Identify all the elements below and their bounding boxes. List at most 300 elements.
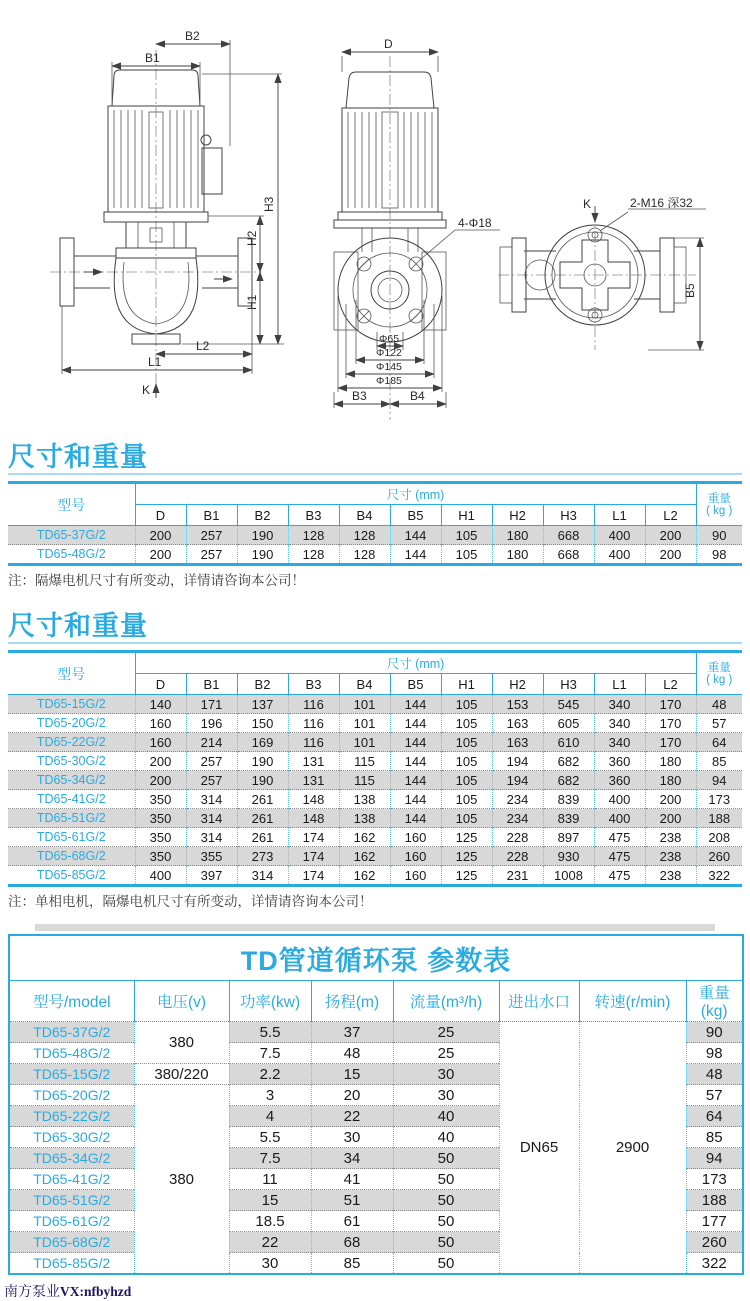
cell: 50 (393, 1211, 499, 1232)
column-header: B1 (186, 505, 237, 526)
cell: 400 (594, 526, 645, 545)
cell: 105 (441, 526, 492, 545)
cell: 350 (135, 828, 186, 847)
dim-label-b1: B1 (145, 51, 160, 65)
cell: 173 (686, 1169, 743, 1190)
column-header: H3 (543, 505, 594, 526)
cell: 68 (311, 1232, 393, 1253)
cell: 400 (594, 790, 645, 809)
dimension-row (8, 752, 742, 771)
dim-label-d185: Φ185 (376, 375, 402, 387)
cell: 228 (492, 828, 543, 847)
note-2: 注：单相电机，隔爆电机尺寸有所变动，详情请咨询本公司！ (8, 894, 373, 909)
cell: 400 (594, 809, 645, 828)
parameter-section (0, 924, 750, 1275)
column-header: D (135, 505, 186, 526)
cell: TD65-51G/2 (9, 1190, 134, 1211)
cell: 48 (686, 1064, 743, 1085)
cell: 105 (441, 733, 492, 752)
dimensions-table-1 (8, 481, 742, 566)
cell: 314 (186, 809, 237, 828)
cell: TD65-85G/2 (8, 866, 135, 886)
cell: 231 (492, 866, 543, 886)
column-header: 流量(m³/h) (393, 981, 499, 1022)
cell: 682 (543, 752, 594, 771)
column-header: B4 (339, 674, 390, 695)
column-header: 电压(v) (134, 981, 229, 1022)
cell: 7.5 (229, 1148, 311, 1169)
cell: 37 (311, 1022, 393, 1043)
cell: 41 (311, 1169, 393, 1190)
cell: 238 (645, 847, 696, 866)
dim-label-b5: B5 (683, 283, 697, 298)
cell: 897 (543, 828, 594, 847)
cell: 140 (135, 695, 186, 714)
dimension-row (8, 809, 742, 828)
cell: 208 (696, 828, 742, 847)
cell: TD65-22G/2 (9, 1106, 134, 1127)
column-header: 重量(kg) (686, 981, 743, 1022)
cell: 5.5 (229, 1127, 311, 1148)
cell: 18.5 (229, 1211, 311, 1232)
cell: 380/220 (134, 1064, 229, 1085)
cell: 350 (135, 790, 186, 809)
cell: DN65 (499, 1022, 579, 1275)
cell: 839 (543, 790, 594, 809)
cell: 190 (237, 526, 288, 545)
table-header-row (8, 652, 742, 674)
cell: 105 (441, 752, 492, 771)
cell: 668 (543, 526, 594, 545)
cell: 128 (288, 545, 339, 565)
cell: 260 (686, 1232, 743, 1253)
cell: 162 (339, 828, 390, 847)
cell: 138 (339, 790, 390, 809)
cell: 260 (696, 847, 742, 866)
technical-drawings (0, 0, 750, 436)
cell: 174 (288, 828, 339, 847)
watermark-company: 南方泵业 (4, 1283, 60, 1299)
callout-bolt-holes: 4-Φ18 (458, 216, 492, 230)
cell: 5.5 (229, 1022, 311, 1043)
section-title: 尺寸和重量 (8, 611, 148, 641)
cell: 34 (311, 1148, 393, 1169)
cell: 163 (492, 733, 543, 752)
cell: 61 (311, 1211, 393, 1232)
cell: 610 (543, 733, 594, 752)
cell: 190 (237, 752, 288, 771)
cell: 144 (390, 733, 441, 752)
dimension-row (8, 526, 742, 545)
cell: 180 (492, 545, 543, 565)
parameter-table (8, 934, 744, 1275)
cell: 125 (441, 828, 492, 847)
cell: 238 (645, 866, 696, 886)
cell: TD65-68G/2 (9, 1232, 134, 1253)
column-header: 扬程(m) (311, 981, 393, 1022)
cell: 105 (441, 545, 492, 565)
cell: 200 (645, 545, 696, 565)
cell: 90 (686, 1022, 743, 1043)
cell: 340 (594, 695, 645, 714)
cell: 137 (237, 695, 288, 714)
dim-label-k-right: K (583, 197, 592, 211)
column-header-size: 尺寸 (mm) (135, 483, 696, 505)
cell: 257 (186, 526, 237, 545)
cell: 163 (492, 714, 543, 733)
dim-label-b4: B4 (410, 389, 425, 403)
cell: 85 (686, 1127, 743, 1148)
cell: 257 (186, 771, 237, 790)
column-header: B4 (339, 505, 390, 526)
cell: 131 (288, 771, 339, 790)
column-header: H1 (441, 674, 492, 695)
column-header: B3 (288, 674, 339, 695)
cell: 90 (696, 526, 742, 545)
column-header: 进出水口 (499, 981, 579, 1022)
cell: 360 (594, 752, 645, 771)
cell: 153 (492, 695, 543, 714)
cell: 115 (339, 771, 390, 790)
cell: 98 (696, 545, 742, 565)
cell: 194 (492, 771, 543, 790)
cell: 105 (441, 714, 492, 733)
cell: 200 (135, 545, 186, 565)
cell: 190 (237, 771, 288, 790)
column-header: D (135, 674, 186, 695)
cell: 128 (288, 526, 339, 545)
cell: TD65-41G/2 (9, 1169, 134, 1190)
dim-label-d: D (384, 37, 393, 51)
cell: 148 (288, 790, 339, 809)
cell: 30 (393, 1085, 499, 1106)
cell: 162 (339, 847, 390, 866)
cell: 170 (645, 733, 696, 752)
cell: 57 (686, 1085, 743, 1106)
table-header-row (8, 483, 742, 505)
cell: 57 (696, 714, 742, 733)
cell: 30 (311, 1127, 393, 1148)
column-header: B3 (288, 505, 339, 526)
cell: 162 (339, 866, 390, 886)
cell: 148 (288, 809, 339, 828)
section-heading-2 (8, 611, 742, 644)
cell: 101 (339, 714, 390, 733)
cell: 2.2 (229, 1064, 311, 1085)
cell: 177 (686, 1211, 743, 1232)
cell: TD65-51G/2 (8, 809, 135, 828)
column-header: L1 (594, 674, 645, 695)
table-title-row (9, 935, 743, 981)
cell: TD65-20G/2 (8, 714, 135, 733)
cell: 314 (237, 866, 288, 886)
parameter-table-title: TD管道循环泵 参数表 (9, 935, 743, 981)
cell: 144 (390, 809, 441, 828)
cell: 94 (696, 771, 742, 790)
cell: TD65-68G/2 (8, 847, 135, 866)
cell: 322 (686, 1253, 743, 1275)
cell: 105 (441, 771, 492, 790)
cell: TD65-48G/2 (8, 545, 135, 565)
cell: 234 (492, 790, 543, 809)
cell: 200 (645, 809, 696, 828)
cell: 4 (229, 1106, 311, 1127)
dimension-row (8, 771, 742, 790)
cell: 200 (135, 526, 186, 545)
cell: 188 (696, 809, 742, 828)
cell: 180 (645, 771, 696, 790)
cell: 174 (288, 847, 339, 866)
cell: 160 (135, 733, 186, 752)
cell: 150 (237, 714, 288, 733)
column-header: H2 (492, 674, 543, 695)
watermark (4, 1281, 750, 1301)
cell: 2900 (579, 1022, 686, 1275)
cell: 360 (594, 771, 645, 790)
cell: 125 (441, 866, 492, 886)
cell: 138 (339, 809, 390, 828)
cell: 380 (134, 1022, 229, 1064)
cell: 144 (390, 695, 441, 714)
column-header: B2 (237, 505, 288, 526)
cell: 11 (229, 1169, 311, 1190)
column-header-model: 型号 (57, 496, 86, 513)
cell: 682 (543, 771, 594, 790)
dim-label-l1: L1 (148, 355, 162, 369)
cell: 170 (645, 695, 696, 714)
column-header: H1 (441, 505, 492, 526)
cell: 475 (594, 866, 645, 886)
cell: 22 (229, 1232, 311, 1253)
cell: 20 (311, 1085, 393, 1106)
table-header-row (9, 981, 743, 1022)
dimension-row (8, 866, 742, 886)
cell: 94 (686, 1148, 743, 1169)
cell: 350 (135, 809, 186, 828)
cell: 105 (441, 695, 492, 714)
cell: 50 (393, 1148, 499, 1169)
column-header-size: 尺寸 (mm) (135, 652, 696, 674)
cell: TD65-34G/2 (8, 771, 135, 790)
cell: 15 (311, 1064, 393, 1085)
cell: 173 (696, 790, 742, 809)
dim-label-b2: B2 (185, 29, 200, 43)
cell: 257 (186, 752, 237, 771)
cell: 261 (237, 790, 288, 809)
cell: TD65-61G/2 (9, 1211, 134, 1232)
view-side-elevation (50, 29, 284, 398)
cell: 30 (393, 1064, 499, 1085)
dim-label-d145: Φ145 (376, 361, 402, 373)
cell: 48 (696, 695, 742, 714)
cell: 160 (390, 847, 441, 866)
cell: 200 (645, 790, 696, 809)
dim-label-k-left: K (142, 383, 151, 397)
column-header-weight: 重量 ( kg ) (696, 652, 742, 695)
dim-label-d65: Φ65 (379, 333, 400, 345)
cell: 98 (686, 1043, 743, 1064)
cell: 50 (393, 1169, 499, 1190)
cell: 144 (390, 790, 441, 809)
cell: TD65-34G/2 (9, 1148, 134, 1169)
dim-label-h1: H1 (245, 294, 259, 310)
cell: 128 (339, 526, 390, 545)
cell: TD65-37G/2 (36, 528, 106, 542)
cell: 314 (186, 828, 237, 847)
cell: 180 (645, 752, 696, 771)
cell: 64 (696, 733, 742, 752)
cell: 40 (393, 1127, 499, 1148)
cell: 128 (339, 545, 390, 565)
cell: 101 (339, 733, 390, 752)
cell: 51 (311, 1190, 393, 1211)
cell: TD65-41G/2 (8, 790, 135, 809)
cell: 228 (492, 847, 543, 866)
cell: 7.5 (229, 1043, 311, 1064)
cell: 930 (543, 847, 594, 866)
cell: 144 (390, 526, 441, 545)
cell: TD65-48G/2 (9, 1043, 134, 1064)
cell: TD65-30G/2 (9, 1127, 134, 1148)
cell: 50 (393, 1253, 499, 1275)
cell: 340 (594, 714, 645, 733)
view-plan (498, 196, 706, 350)
column-header-weight: 重量 ( kg ) (696, 483, 742, 526)
dimension-row (8, 790, 742, 809)
cell: 115 (339, 752, 390, 771)
dim-label-h3: H3 (262, 196, 276, 212)
dimension-row (8, 714, 742, 733)
divider-strip (35, 924, 715, 931)
cell: 180 (492, 526, 543, 545)
cell: 105 (441, 809, 492, 828)
cell: 605 (543, 714, 594, 733)
cell: 50 (393, 1190, 499, 1211)
cell: 350 (135, 847, 186, 866)
cell: 160 (390, 828, 441, 847)
view-front-elevation (334, 37, 500, 420)
column-header: B5 (390, 505, 441, 526)
cell: 22 (311, 1106, 393, 1127)
callout-tapped-holes: 2-M16 深32 (630, 196, 693, 210)
cell: TD65-61G/2 (8, 828, 135, 847)
cell: 144 (390, 752, 441, 771)
column-header: L1 (594, 505, 645, 526)
cell: TD65-85G/2 (9, 1253, 134, 1275)
cell: 3 (229, 1085, 311, 1106)
cell: 261 (237, 828, 288, 847)
cell: 188 (686, 1190, 743, 1211)
cell: 194 (492, 752, 543, 771)
column-header: L2 (645, 674, 696, 695)
dim-label-d122: Φ122 (376, 347, 402, 359)
cell: 116 (288, 714, 339, 733)
cell: 355 (186, 847, 237, 866)
cell: 116 (288, 695, 339, 714)
column-header: B2 (237, 674, 288, 695)
cell: 214 (186, 733, 237, 752)
cell: 125 (441, 847, 492, 866)
cell: 234 (492, 809, 543, 828)
dimensions-table-2 (8, 650, 742, 887)
cell: TD65-30G/2 (8, 752, 135, 771)
column-header: B1 (186, 674, 237, 695)
cell: 25 (393, 1043, 499, 1064)
cell: 144 (390, 714, 441, 733)
dimension-row (8, 828, 742, 847)
cell: 200 (135, 771, 186, 790)
dimension-row (8, 545, 742, 565)
parameter-row (9, 1022, 743, 1043)
cell: 400 (594, 545, 645, 565)
dim-label-h2: H2 (245, 230, 259, 246)
cell: 160 (390, 866, 441, 886)
cell: 400 (135, 866, 186, 886)
cell: TD65-20G/2 (9, 1085, 134, 1106)
cell: 174 (288, 866, 339, 886)
cell: TD65-15G/2 (9, 1064, 134, 1085)
cell: TD65-22G/2 (8, 733, 135, 752)
cell: 131 (288, 752, 339, 771)
cell: 116 (288, 733, 339, 752)
cell: 196 (186, 714, 237, 733)
column-header: H2 (492, 505, 543, 526)
cell: 171 (186, 695, 237, 714)
cell: 1008 (543, 866, 594, 886)
cell: 170 (645, 714, 696, 733)
cell: 64 (686, 1106, 743, 1127)
cell: 85 (311, 1253, 393, 1275)
cell: 169 (237, 733, 288, 752)
cell: TD65-15G/2 (36, 697, 106, 711)
column-header: 功率(kw) (229, 981, 311, 1022)
cell: 475 (594, 828, 645, 847)
column-header: 型号/model (9, 981, 134, 1022)
cell: 105 (441, 790, 492, 809)
cell: 15 (229, 1190, 311, 1211)
cell: 839 (543, 809, 594, 828)
dim-label-b3: B3 (352, 389, 367, 403)
column-header: B5 (390, 674, 441, 695)
cell: 397 (186, 866, 237, 886)
cell: 144 (390, 545, 441, 565)
cell: 30 (229, 1253, 311, 1275)
cell: TD65-37G/2 (9, 1022, 134, 1043)
cell: 261 (237, 809, 288, 828)
column-header: L2 (645, 505, 696, 526)
cell: 668 (543, 545, 594, 565)
column-header: 转速(r/min) (579, 981, 686, 1022)
cell: 340 (594, 733, 645, 752)
cell: 238 (645, 828, 696, 847)
cell: 380 (134, 1085, 229, 1275)
dim-label-l2: L2 (196, 339, 210, 353)
dimension-row (8, 733, 742, 752)
cell: 190 (237, 545, 288, 565)
cell: 475 (594, 847, 645, 866)
watermark-wechat-id: VX:nfbyhzd (60, 1284, 132, 1299)
cell: 85 (696, 752, 742, 771)
cell: 160 (135, 714, 186, 733)
cell: 314 (186, 790, 237, 809)
column-header-model: 型号 (57, 665, 86, 682)
cell: 257 (186, 545, 237, 565)
cell: 200 (135, 752, 186, 771)
cell: 144 (390, 771, 441, 790)
section-heading-1 (8, 442, 742, 475)
cell: 322 (696, 866, 742, 886)
cell: 50 (393, 1232, 499, 1253)
